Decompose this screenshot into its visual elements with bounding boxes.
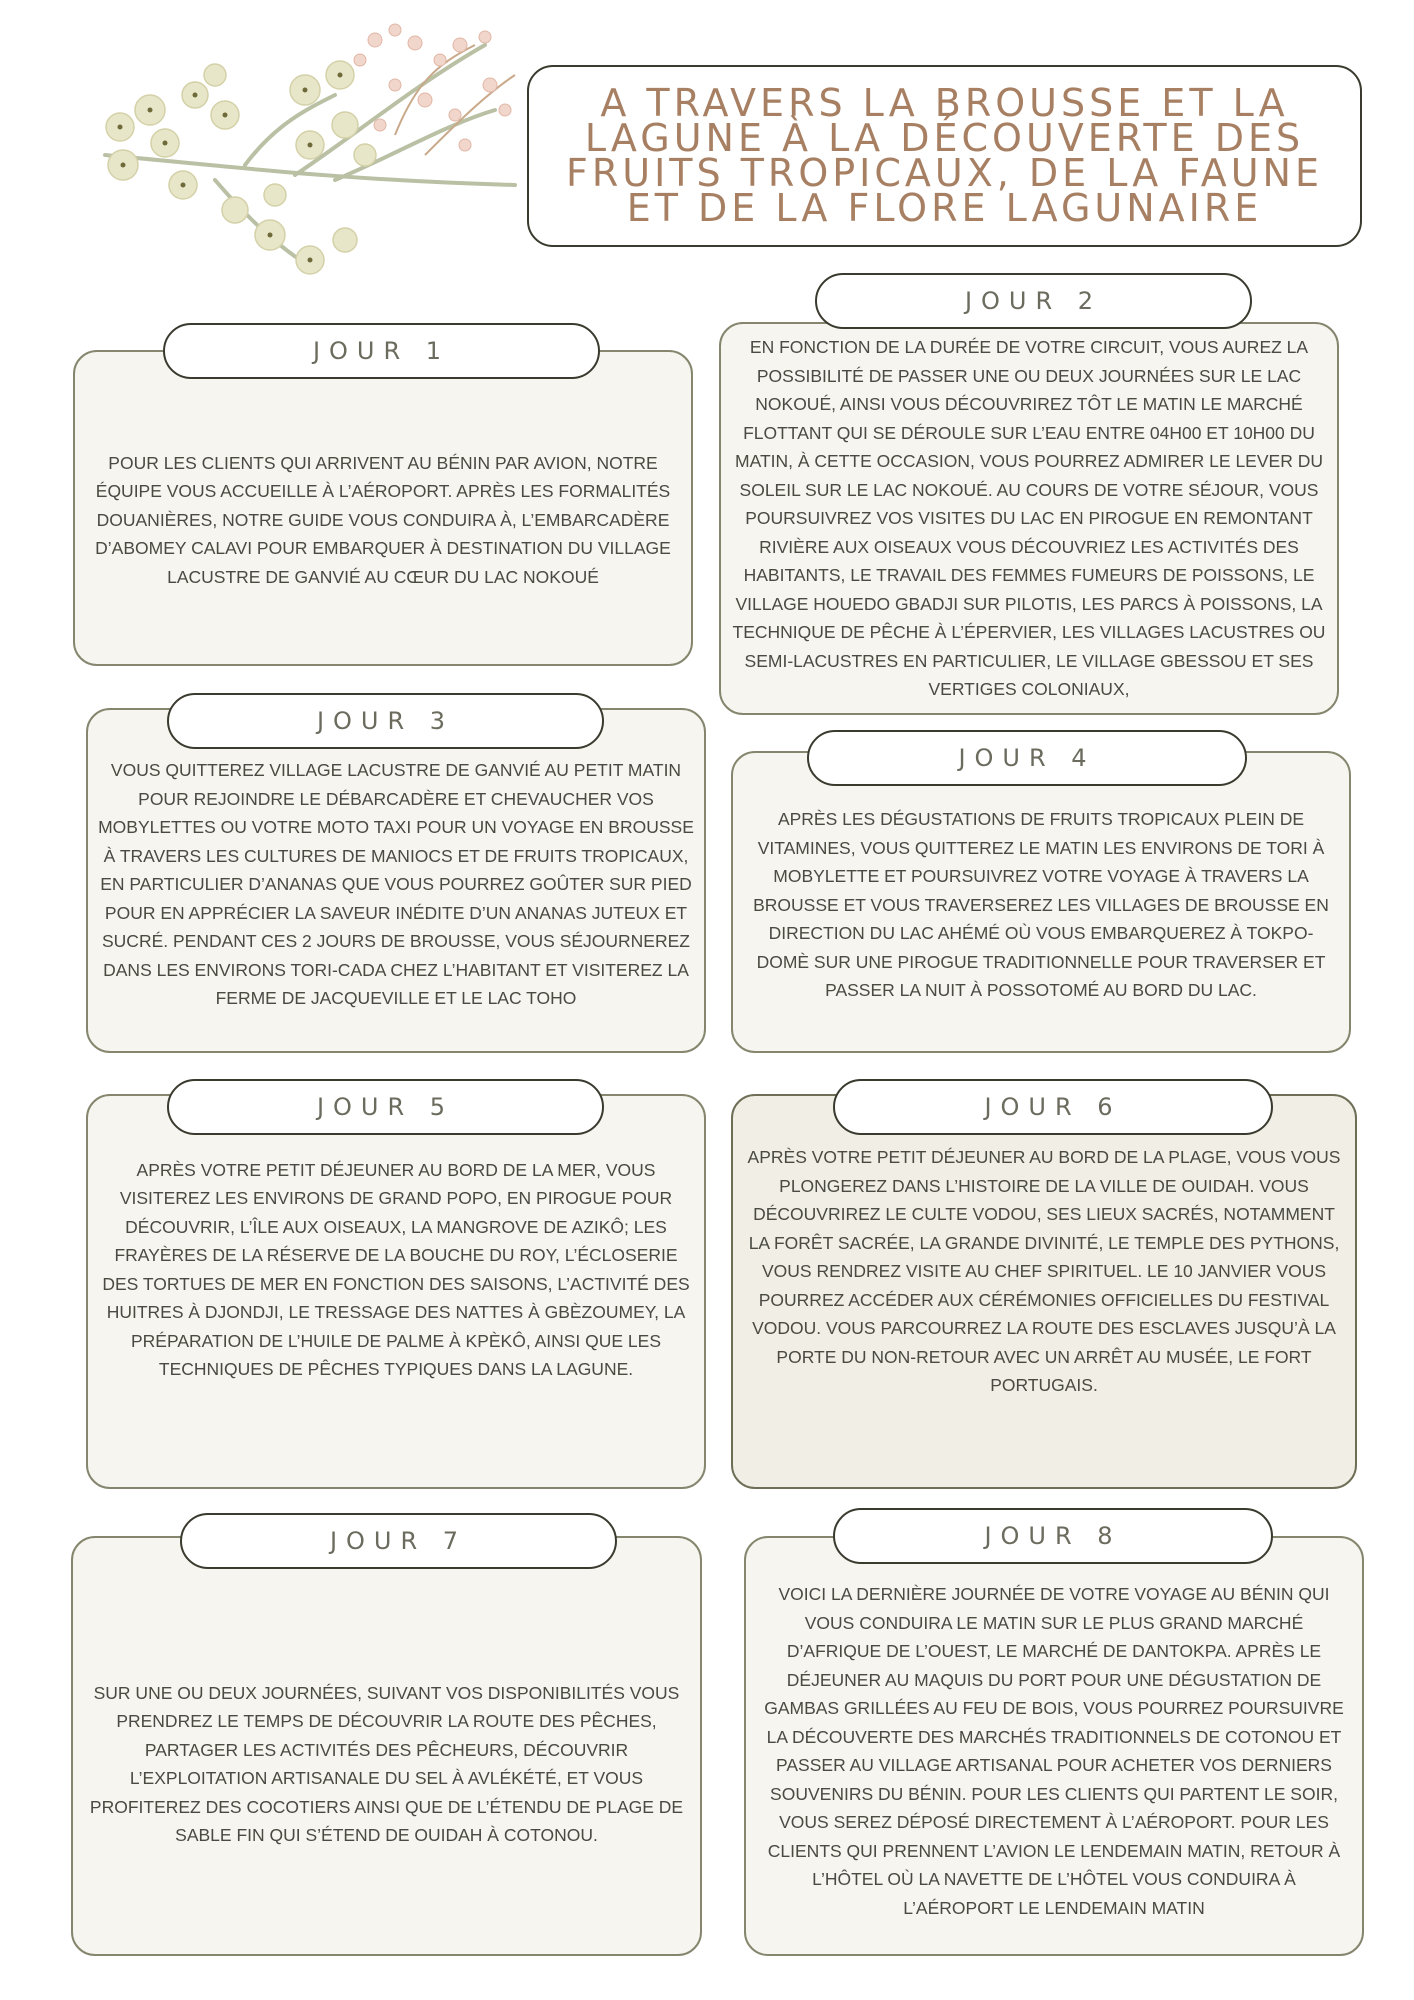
day-text-7: SUR UNE OU DEUX JOURNÉES, SUIVANT VOS DISPONIBILITÉS VOUS PRENDREZ LE TEMPS DE DÉCOUVRIR LA ROUTE DES PÊCHES, PARTAGER LES ACTIVITÉS DES PÊCHEURS, DÉCOUVRIR L’EXPLOITATION ARTISANALE DU SEL À AVLÉKÉTÉ, ET VOUS PROFITEREZ DES COCOTIERS AINSI QUE DE L’ÉTENDU DE PLAGE DE SABLE FIN QUI S’ÉTEND DE OUIDAH À COTONOU. — [89, 1682, 684, 1845]
day-label-3: JOUR 3 — [167, 693, 604, 749]
day-card-6 — [731, 1094, 1357, 1489]
day-label-1: JOUR 1 — [163, 323, 600, 379]
day-card-2 — [719, 322, 1339, 715]
day-text-3: VOUS QUITTEREZ VILLAGE LACUSTRE DE GANVIÉ AU PETIT MATIN POUR REJOINDRE LE DÉBARCADÈRE ET CHEVAUCHER VOS MOBYLETTES OU VOTRE MOTO TAXI POUR UN VOYAGE EN BROUSSE À TRAVERS LES CULTURES DE MANIOCS ET DE FRUITS TROPICAUX, EN PARTICULIER D’ANANAS QUE VOUS POURREZ GOÛTER SUR PIED POUR EN APPRÉCIER LA SAVEUR INÉDITE D’UN ANANAS JUTEUX ET SUCRÉ. PENDANT CES 2 JOURS DE BROUSSE, VOUS SÉJOURNEREZ DANS LES ENVIRONS TORI-CADA CHEZ L’HABITANT ET VISITEREZ LA FERME DE JACQUEVILLE ET LE LAC TOHO — [98, 760, 694, 1009]
title-box — [527, 65, 1362, 247]
day-text-6: APRÈS VOTRE PETIT DÉJEUNER AU BORD DE LA PLAGE, VOUS VOUS PLONGEREZ DANS L’HISTOIRE DE LA VILLE DE OUIDAH. VOUS DÉCOUVRIREZ LE CULTE VODOU, SES LIEUX SACRÉS, NOTAMMENT LA FORÊT SACRÉE, LA GRANDE DIVINITÉ, LE TEMPLE DES PYTHONS, VOUS RENDREZ VISITE AU CHEF SPIRITUEL. LE 10 JANVIER VOUS POURREZ ACCÉDER AUX CÉRÉMONIES OFFICIELLES DU FESTIVAL VODOU. VOUS PARCOURREZ LA ROUTE DES ESCLAVES JUSQU’À LA PORTE DU NON-RETOUR AVEC UN ARRÊT AU MUSÉE, LE FORT PORTUGAIS. — [747, 1147, 1341, 1396]
day-card-8 — [744, 1536, 1364, 1956]
day-card-7 — [71, 1536, 702, 1956]
day-card-4 — [731, 751, 1351, 1053]
day-card-1 — [73, 350, 693, 666]
day-text-8: VOICI LA DERNIÈRE JOURNÉE DE VOTRE VOYAGE AU BÉNIN QUI VOUS CONDUIRA LE MATIN SUR LE PLUS GRAND MARCHÉ D’AFRIQUE DE L’OUEST, LE MARCHÉ DE DANTOKPA. APRÈS LE DÉJEUNER AU MAQUIS DU PORT POUR UNE DÉGUSTATION DE GAMBAS GRILLÉES AU FEU DE BOIS, VOUS POURREZ POURSUIVRE LA DÉCOUVERTE DES MARCHÉS TRADITIONNELS DE COTONOU ET PASSER AU VILLAGE ARTISANAL POUR ACHETER VOS DERNIERS SOUVENIRS DU BÉNIN. POUR LES CLIENTS QUI PARTENT LE SOIR, VOUS SEREZ DÉPOSÉ DIRECTEMENT À L’AÉROPORT. POUR LES CLIENTS QUI PRENNENT L’AVION LE LENDEMAIN MATIN, RETOUR À L’HÔTEL OÙ LA NAVETTE DE L’HÔTEL VOUS CONDUIRA À L’AÉROPORT LE LENDEMAIN MATIN — [764, 1584, 1344, 1918]
day-label-5: JOUR 5 — [167, 1079, 604, 1135]
day-label-4: JOUR 4 — [807, 730, 1247, 786]
day-text-5: APRÈS VOTRE PETIT DÉJEUNER AU BORD DE LA MER, VOUS VISITEREZ LES ENVIRONS DE GRAND POPO, EN PIROGUE POUR DÉCOUVRIR, L’ÎLE AUX OISEAUX, LA MANGROVE DE AZIKÔ; LES FRAYÈRES DE LA RÉSERVE DE LA BOUCHE DU ROY, L’ÉCLOSERIE DES TORTUES DE MER EN FONCTION DES SAISONS, L’ACTIVITÉ DES HUITRES À DJONDJI, LE TRESSAGE DES NATTES À GBÈZOUMEY, LA PRÉPARATION DE L’HUILE DE PALME À KPÈKÔ, AINSI QUE LES TECHNIQUES DE PÊCHES TYPIQUES DANS LA LAGUNE. — [102, 1159, 690, 1379]
day-text-1: POUR LES CLIENTS QUI ARRIVENT AU BÉNIN PAR AVION, NOTRE ÉQUIPE VOUS ACCUEILLE À L’AÉROPORT. APRÈS LES FORMALITÉS DOUANIÈRES, NOTRE GUIDE VOUS CONDUIRA À, L’EMBARCADÈRE D’ABOMEY CALAVI POUR EMBARQUER À DESTINATION DU VILLAGE LACUSTRE DE GANVIÉ AU CŒUR DU LAC NOKOUÉ — [95, 452, 671, 587]
day-card-5 — [86, 1094, 706, 1489]
day-card-3 — [86, 708, 706, 1053]
day-label-6: JOUR 6 — [833, 1079, 1273, 1135]
day-text-4: APRÈS LES DÉGUSTATIONS DE FRUITS TROPICAUX PLEIN DE VITAMINES, VOUS QUITTEREZ LE MATIN LES ENVIRONS DE TORI À MOBYLETTE ET POURSUIVREZ VOTRE VOYAGE À TRAVERS LA BROUSSE ET VOUS TRAVERSEREZ LES VILLAGES DE BROUSSE EN DIRECTION DU LAC AHÉMÉ OÙ VOUS EMBARQUEREZ À TOKPO-DOMÈ SUR UNE PIROGUE TRADITIONNELLE POUR TRAVERSER ET PASSER LA NUIT À POSSOTOMÉ AU BORD DU LAC. — [753, 809, 1329, 1001]
day-label-7: JOUR 7 — [180, 1513, 617, 1569]
page-title: A TRAVERS LA BROUSSE ET LA LAGUNE À LA DÉCOUVERTE DES FRUITS TROPICAUX, DE LA FAUNE ET DE LA FLORE LAGUNAIRE — [566, 81, 1323, 230]
flower-branch-illustration — [95, 15, 525, 285]
day-text-2: EN FONCTION DE LA DURÉE DE VOTRE CIRCUIT, VOUS AUREZ LA POSSIBILITÉ DE PASSER UNE OU DEUX JOURNÉES SUR LE LAC NOKOUÉ, AINSI VOUS DÉCOUVRIREZ TÔT LE MATIN LE MARCHÉ FLOTTANT QUI SE DÉROULE SUR L’EAU ENTRE 04H00 ET 10H00 DU MATIN, À CETTE OCCASION, VOUS POURREZ ADMIRER LE LEVER DU SOLEIL SUR LE LAC NOKOUÉ. AU COURS DE VOTRE SÉJOUR, VOUS POURSUIVREZ VOS VISITES DU LAC EN PIROGUE EN REMONTANT RIVIÈRE AUX OISEAUX VOUS DÉCOUVRIEZ LES ACTIVITÉS DES HABITANTS, LE TRAVAIL DES FEMMES FUMEURS DE POISSONS, LE VILLAGE HOUEDO GBADJI SUR PILOTIS, LES PARCS À POISSONS, LA TECHNIQUE DE PÊCHE À L’ÉPERVIER, LES VILLAGES LACUSTRES OU SEMI-LACUSTRES EN PARTICULIER, LE VILLAGE GBESSOU ET SES VERTIGES COLONIAUX, — [732, 337, 1326, 700]
day-label-8: JOUR 8 — [833, 1508, 1273, 1564]
day-label-2: JOUR 2 — [815, 273, 1252, 329]
